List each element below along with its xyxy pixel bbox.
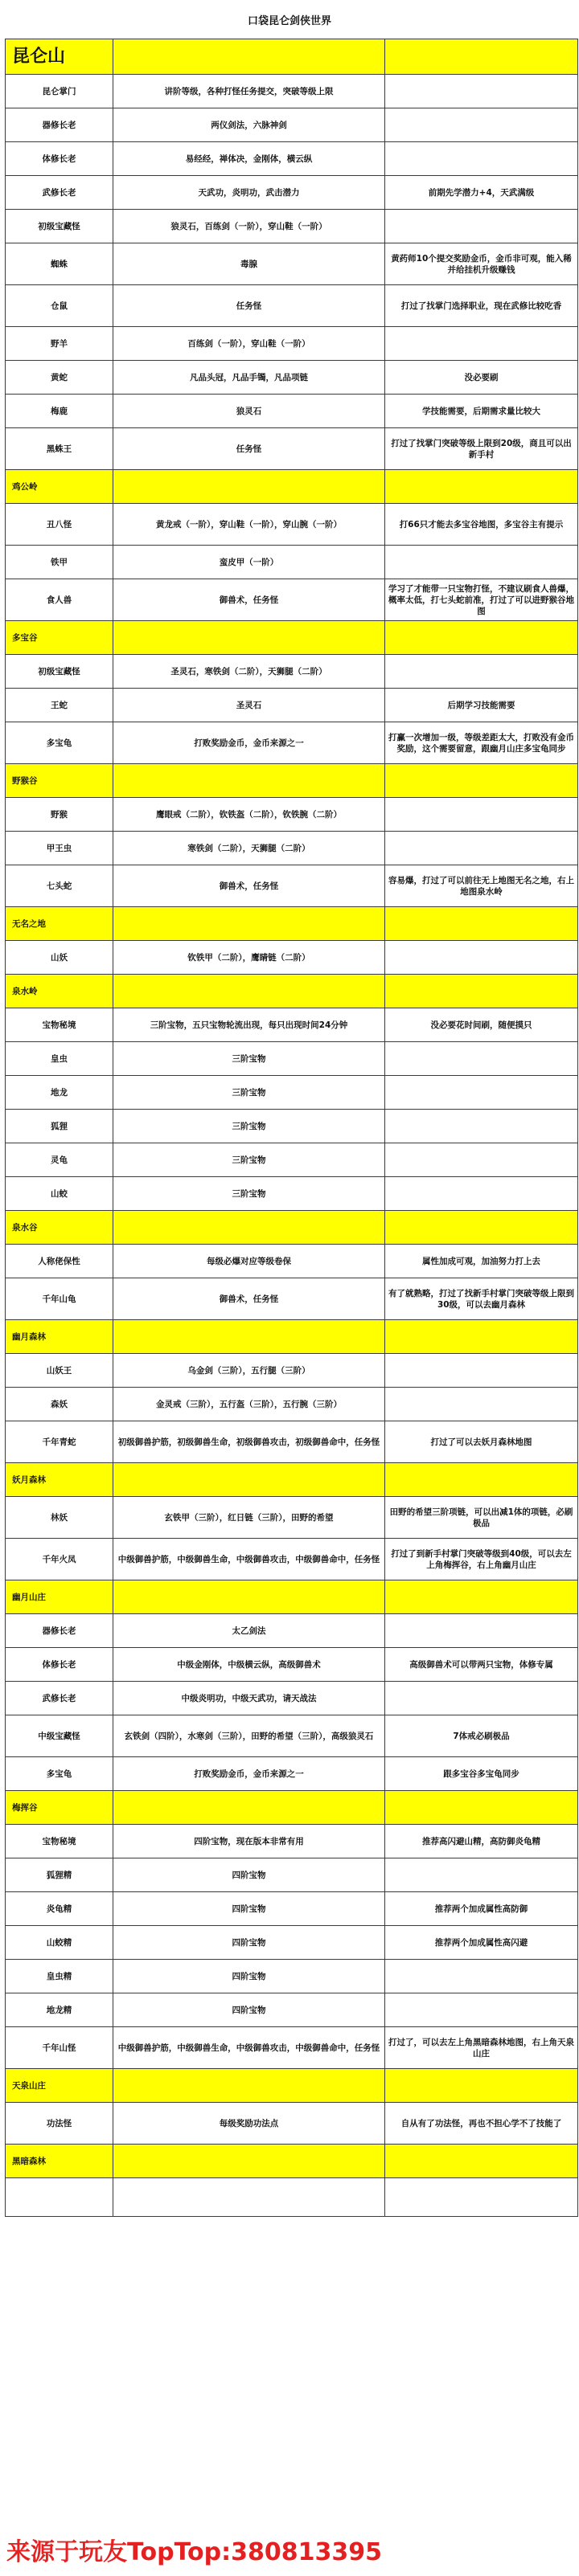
monster-name-cell: 山妖王 [6,1354,113,1388]
drop-desc-cell: 狼灵石，百练剑（一阶），穿山鞋（一阶） [113,210,385,243]
section-name: 梅挥谷 [6,1791,113,1825]
monster-name-cell: 多宝龟 [6,722,113,764]
note-cell: 打赢一次增加一级，等级差距太大，打败没有金币奖励，这个需要留意，跟幽月山庄多宝龟同步 [385,722,578,764]
note-cell [385,1960,578,1993]
table-row [6,361,578,395]
section-header-row [6,2145,578,2178]
drop-desc-cell: 四阶宝物，现在版本非常有用 [113,1825,385,1858]
monster-name-cell: 功法怪 [6,2103,113,2145]
section-name: 天泉山庄 [6,2069,113,2103]
monster-name-cell: 地龙 [6,1076,113,1110]
table-row [6,395,578,428]
note-cell: 属性加成可观，加油努力打上去 [385,1245,578,1278]
drop-desc-cell: 任务怪 [113,285,385,327]
note-cell: 后期学习技能需要 [385,689,578,722]
section-header-row [6,621,578,655]
table-row [6,2178,578,2217]
note-cell [385,1076,578,1110]
section-header-row [6,1211,578,1245]
section-header-row [6,470,578,504]
drop-desc-cell: 中级炎明功，中级天武功，请天战法 [113,1682,385,1715]
monster-name-cell: 体修长老 [6,142,113,176]
table-row [6,1648,578,1682]
drop-desc-cell: 易经经，禅体决，金刚体，横云纵 [113,142,385,176]
drop-desc-cell: 玄铁剑（四阶），水寒剑（三阶），田野的希望（三阶），高级狼灵石 [113,1715,385,1757]
monster-name-cell: 宝物秘境 [6,1008,113,1042]
note-cell: 高级御兽术可以带两只宝物，体修专属 [385,1648,578,1682]
note-cell: 自从有了功法怪，再也不担心学不了技能了 [385,2103,578,2145]
drop-desc-cell: 天武功，炎明功，武击潜力 [113,176,385,210]
monster-name-cell: 皇虫 [6,1042,113,1076]
table-row [6,1539,578,1580]
monster-name-cell: 地龙精 [6,1993,113,2027]
table-row [6,1960,578,1993]
drop-desc-cell: 狼灵石 [113,395,385,428]
note-cell: 没必要刷 [385,361,578,395]
table-row [6,2027,578,2069]
drop-desc-cell: 三阶宝物 [113,1143,385,1177]
section-blank-cell [385,470,578,504]
note-cell [385,1110,578,1143]
monster-name-cell: 仓鼠 [6,285,113,327]
empty-cell [385,2178,578,2217]
section-header-row [6,2069,578,2103]
section-blank-cell [113,1791,385,1825]
note-cell: 黄药师10个提交奖励金币，金币非可观，能入稀并给挂机升级赚钱 [385,243,578,285]
note-cell [385,1682,578,1715]
monster-name-cell: 武修长老 [6,1682,113,1715]
table-row [6,1421,578,1463]
table-row [6,176,578,210]
note-cell: 打66只才能去多宝谷地图，多宝谷主有提示 [385,504,578,546]
note-cell: 田野的希望三阶项链，可以出减1体的项链，必刷极品 [385,1497,578,1539]
table-row [6,1497,578,1539]
drop-desc-cell: 毒腺 [113,243,385,285]
section-header-row [6,1463,578,1497]
section-blank-cell [385,1791,578,1825]
monster-name-cell: 千年山怪 [6,2027,113,2069]
note-cell [385,1388,578,1421]
drop-desc-cell: 四阶宝物 [113,1926,385,1960]
section-header-row [6,907,578,941]
drop-desc-cell: 乌金剑（三阶），五行腿（三阶） [113,1354,385,1388]
section-blank-cell [113,1320,385,1354]
table-row [6,1177,578,1211]
table-body [6,39,578,2217]
table-row [6,1245,578,1278]
section-blank-cell [113,39,385,75]
drop-desc-cell: 每级必爆对应等级卷保 [113,1245,385,1278]
monster-name-cell: 器修长老 [6,108,113,142]
note-cell: 推荐高闪避山精，高防御炎龟精 [385,1825,578,1858]
drop-desc-cell: 圣灵石，寒铁剑（二阶），天狮腿（二阶） [113,655,385,689]
monster-name-cell: 野猴 [6,798,113,832]
note-cell [385,1614,578,1648]
monster-name-cell: 林妖 [6,1497,113,1539]
note-cell [385,1858,578,1892]
note-cell: 推荐两个加成属性高闪避 [385,1926,578,1960]
section-blank-cell [113,621,385,655]
section-name: 昆仑山 [6,39,113,75]
note-cell [385,327,578,361]
section-blank-cell [385,1320,578,1354]
drop-desc-cell: 两仪剑法，六脉神剑 [113,108,385,142]
note-cell [385,142,578,176]
drop-desc-cell: 三阶宝物 [113,1110,385,1143]
monster-name-cell: 千年青蛇 [6,1421,113,1463]
monster-name-cell: 丑八怪 [6,504,113,546]
table-row [6,941,578,975]
section-name: 幽月山庄 [6,1580,113,1614]
drop-desc-cell: 中级御兽护筋，中级御兽生命，中级御兽攻击，中级御兽命中，任务怪 [113,1539,385,1580]
section-blank-cell [385,907,578,941]
drop-desc-cell: 钦铁甲（二阶），鹰睛链（二阶） [113,941,385,975]
monster-name-cell: 食人兽 [6,579,113,621]
table-row [6,1278,578,1320]
section-blank-cell [113,975,385,1008]
section-blank-cell [385,39,578,75]
section-blank-cell [113,2145,385,2178]
note-cell: 学技能需要，后期需求量比较大 [385,395,578,428]
section-blank-cell [385,1580,578,1614]
drop-desc-cell: 中级金刚体，中级横云纵，高级御兽术 [113,1648,385,1682]
table-row [6,579,578,621]
drop-desc-cell: 每级奖励功法点 [113,2103,385,2145]
note-cell [385,210,578,243]
monster-name-cell: 蜘蛛 [6,243,113,285]
table-row [6,1388,578,1421]
note-cell: 打过了可以去妖月森林地图 [385,1421,578,1463]
note-cell: 打过了，可以去左上角黑暗森林地图，右上角天泉山庄 [385,2027,578,2069]
note-cell [385,655,578,689]
monster-name-cell: 梅鹿 [6,395,113,428]
section-blank-cell [113,1463,385,1497]
section-name: 黑暗森林 [6,2145,113,2178]
monster-name-cell: 山妖 [6,941,113,975]
section-header-row [6,1320,578,1354]
monster-name-cell: 人称佬保性 [6,1245,113,1278]
drop-desc-cell: 蛮皮甲（一阶） [113,546,385,579]
table-row [6,1993,578,2027]
section-blank-cell [385,2069,578,2103]
table-row [6,327,578,361]
table-row [6,1825,578,1858]
drop-desc-cell: 三阶宝物 [113,1042,385,1076]
section-blank-cell [385,1211,578,1245]
note-cell [385,1354,578,1388]
drop-desc-cell: 打败奖励金币，金币来源之一 [113,1757,385,1791]
note-cell [385,798,578,832]
section-header-row [6,39,578,75]
section-blank-cell [113,907,385,941]
monster-name-cell: 中级宝藏怪 [6,1715,113,1757]
note-cell: 打过了找掌门突破等级上限到20级，商且可以出新手村 [385,428,578,470]
table-row [6,546,578,579]
monster-name-cell: 多宝龟 [6,1757,113,1791]
monster-name-cell: 狐狸 [6,1110,113,1143]
section-blank-cell [385,2145,578,2178]
drop-desc-cell: 黄龙戒（一阶），穿山鞋（一阶），穿山腕（一阶） [113,504,385,546]
monster-name-cell: 山蛟 [6,1177,113,1211]
drop-desc-cell: 四阶宝物 [113,1892,385,1926]
monster-drop-table [5,39,578,2217]
note-cell: 打过了到新手村掌门突破等级到40级，可以去左上角梅挥谷，右上角幽月山庄 [385,1539,578,1580]
drop-desc-cell: 圣灵石 [113,689,385,722]
section-blank-cell [385,621,578,655]
drop-desc-cell: 金灵戒（三阶），五行盔（三阶），五行腕（三阶） [113,1388,385,1421]
monster-name-cell: 野羊 [6,327,113,361]
table-row [6,1110,578,1143]
table-row [6,1757,578,1791]
monster-name-cell: 甲王虫 [6,832,113,865]
table-row [6,504,578,546]
drop-desc-cell: 太乙剑法 [113,1614,385,1648]
section-blank-cell [113,470,385,504]
source-footer: 来源于玩友TopTop:380813395 [6,2538,382,2566]
monster-name-cell: 黄蛇 [6,361,113,395]
monster-name-cell: 千年火凤 [6,1539,113,1580]
section-header-row [6,975,578,1008]
drop-desc-cell: 百练剑（一阶），穿山鞋（一阶） [113,327,385,361]
section-header-row [6,764,578,798]
monster-name-cell: 山蛟精 [6,1926,113,1960]
note-cell [385,832,578,865]
table-row [6,1715,578,1757]
table-row [6,428,578,470]
table-row [6,285,578,327]
drop-desc-cell: 四阶宝物 [113,1993,385,2027]
note-cell: 7体戒必刷极品 [385,1715,578,1757]
note-cell [385,941,578,975]
table-row [6,832,578,865]
table-row [6,722,578,764]
table-row [6,1076,578,1110]
table-row [6,108,578,142]
section-blank-cell [113,1211,385,1245]
note-cell: 没必要花时间刷，随便摸只 [385,1008,578,1042]
section-blank-cell [385,764,578,798]
section-blank-cell [385,975,578,1008]
note-cell: 学习了才能带一只宝物打怪，不建议刷食人兽爆，概率太低，打七头蛇前准，打过了可以进野猴谷地图 [385,579,578,621]
monster-name-cell: 昆仑掌门 [6,75,113,108]
table-row [6,1008,578,1042]
drop-desc-cell: 打败奖励金币，金币来源之一 [113,722,385,764]
table-row [6,1354,578,1388]
monster-name-cell: 器修长老 [6,1614,113,1648]
drop-desc-cell: 御兽术，任务怪 [113,579,385,621]
note-cell: 跟多宝谷多宝龟同步 [385,1757,578,1791]
section-name: 多宝谷 [6,621,113,655]
table-row [6,865,578,907]
section-blank-cell [113,2069,385,2103]
monster-name-cell: 森妖 [6,1388,113,1421]
table-row [6,1042,578,1076]
section-name: 野猴谷 [6,764,113,798]
monster-name-cell: 黑蛛王 [6,428,113,470]
section-blank-cell [113,1580,385,1614]
drop-desc-cell: 玄铁甲（三阶），红日链（三阶），田野的希望 [113,1497,385,1539]
monster-name-cell: 铁甲 [6,546,113,579]
monster-name-cell: 武修长老 [6,176,113,210]
page-title: 口袋昆仑剑侠世界 [247,14,331,27]
note-cell [385,1993,578,2027]
monster-name-cell: 初级宝藏怪 [6,210,113,243]
table-row [6,2103,578,2145]
drop-desc-cell: 讲阶等级，各种打怪任务提交，突破等级上限 [113,75,385,108]
drop-desc-cell: 任务怪 [113,428,385,470]
monster-name-cell: 皇虫精 [6,1960,113,1993]
drop-desc-cell: 凡品头冠，凡品手镯，凡品项链 [113,361,385,395]
note-cell: 打过了找掌门选择职业，现在武修比较吃香 [385,285,578,327]
empty-cell [6,2178,113,2217]
table-row [6,1143,578,1177]
monster-name-cell: 初级宝藏怪 [6,655,113,689]
drop-desc-cell: 三阶宝物 [113,1076,385,1110]
monster-name-cell: 灵龟 [6,1143,113,1177]
table-row [6,1858,578,1892]
section-name: 无名之地 [6,907,113,941]
drop-desc-cell: 御兽术，任务怪 [113,865,385,907]
note-cell [385,108,578,142]
section-name: 泉水岭 [6,975,113,1008]
table-row [6,1682,578,1715]
note-cell: 前期先学潜力+4，天武满级 [385,176,578,210]
drop-desc-cell: 三阶宝物 [113,1177,385,1211]
table-row [6,142,578,176]
drop-desc-cell: 四阶宝物 [113,1960,385,1993]
section-header-row [6,1791,578,1825]
section-header-row [6,1580,578,1614]
section-name: 泉水谷 [6,1211,113,1245]
drop-desc-cell: 寒铁剑（二阶），天狮腿（二阶） [113,832,385,865]
section-name: 幽月森林 [6,1320,113,1354]
drop-desc-cell: 御兽术，任务怪 [113,1278,385,1320]
note-cell [385,1143,578,1177]
monster-name-cell: 炎龟精 [6,1892,113,1926]
drop-desc-cell: 四阶宝物 [113,1858,385,1892]
table-row [6,689,578,722]
note-cell: 推荐两个加成属性高防御 [385,1892,578,1926]
monster-name-cell: 狐狸精 [6,1858,113,1892]
section-name: 妖月森林 [6,1463,113,1497]
monster-name-cell: 王蛇 [6,689,113,722]
note-cell [385,1177,578,1211]
note-cell [385,75,578,108]
note-cell [385,546,578,579]
monster-name-cell: 千年山龟 [6,1278,113,1320]
drop-desc-cell: 鹰眼戒（二阶），钦铁盔（二阶），钦铁腕（二阶） [113,798,385,832]
drop-desc-cell: 初级御兽护筋，初级御兽生命，初级御兽攻击，初级御兽命中，任务怪 [113,1421,385,1463]
drop-desc-cell: 中级御兽护筋，中级御兽生命，中级御兽攻击，中级御兽命中，任务怪 [113,2027,385,2069]
note-cell [385,1042,578,1076]
section-blank-cell [385,1463,578,1497]
table-row [6,655,578,689]
note-cell: 容易爆，打过了可以前往无上地图无名之地，右上地图泉水岭 [385,865,578,907]
table-row [6,243,578,285]
section-blank-cell [113,764,385,798]
table-row [6,798,578,832]
note-cell: 有了就熟略，打过了找新手村掌门突破等级上限到30级，可以去幽月森林 [385,1278,578,1320]
table-row [6,1614,578,1648]
table-row [6,75,578,108]
monster-name-cell: 七头蛇 [6,865,113,907]
monster-name-cell: 宝物秘境 [6,1825,113,1858]
section-name: 鸡公岭 [6,470,113,504]
table-row [6,210,578,243]
table-row [6,1926,578,1960]
table-row [6,1892,578,1926]
empty-cell [113,2178,385,2217]
monster-name-cell: 体修长老 [6,1648,113,1682]
drop-desc-cell: 三阶宝物，五只宝物轮流出现，每只出现时间24分钟 [113,1008,385,1042]
